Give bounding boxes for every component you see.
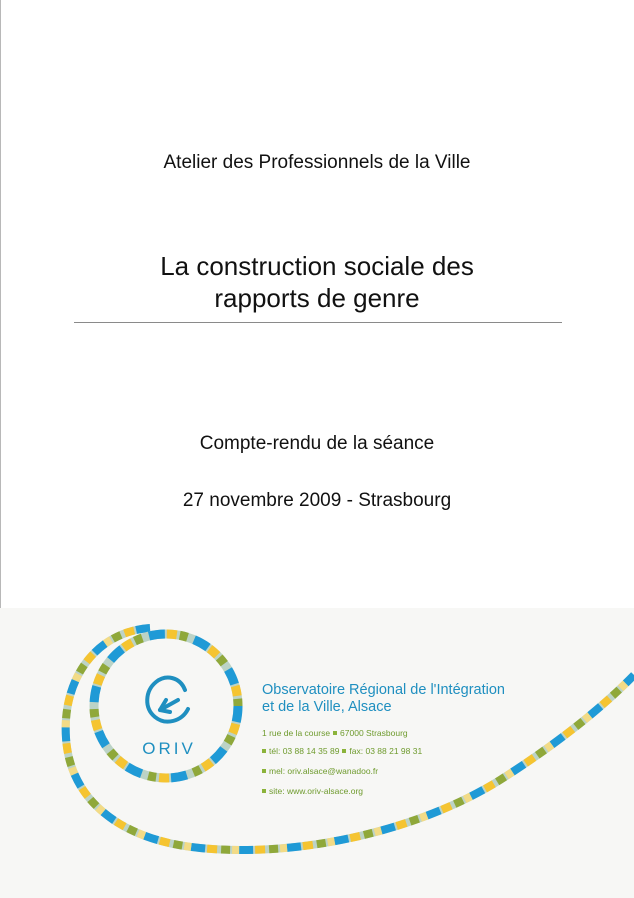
title-line-1: La construction sociale des [160,251,474,281]
workshop-subtitle: Atelier des Professionnels de la Ville [163,152,471,173]
website-line [262,786,363,796]
report-label: Compte-rendu de la séance [199,433,435,454]
org-name-line-2: et de la Ville, Alsace [262,699,392,715]
website-address: site: www.oriv-alsace.org [269,786,364,796]
org-name-line-1: Observatoire Régional de l'Intégration [262,682,505,698]
session-date: 27 novembre 2009 - Strasbourg [182,490,452,511]
address-street: 1 rue de la course [262,728,331,738]
bullet-square-icon [262,769,266,773]
address-city: 67000 Strasbourg [340,728,408,738]
bullet-square-icon [262,789,266,793]
bullet-square-icon [262,749,266,753]
phone-line [262,746,422,756]
address-line [262,728,408,738]
bullet-square-icon [342,749,346,753]
email-address: mel: oriv.alsace@wanadoo.fr [269,766,379,776]
oriv-logo-text: ORIV [142,739,196,758]
fax-number: fax: 03 88 21 98 31 [349,746,423,756]
phone-number: tél: 03 88 14 35 89 [269,746,340,756]
title-line-2: rapports de genre [214,283,420,313]
oriv-logo-icon [147,678,188,722]
bullet-square-icon [333,731,337,735]
organization-name [262,682,592,716]
email-line [262,766,378,776]
